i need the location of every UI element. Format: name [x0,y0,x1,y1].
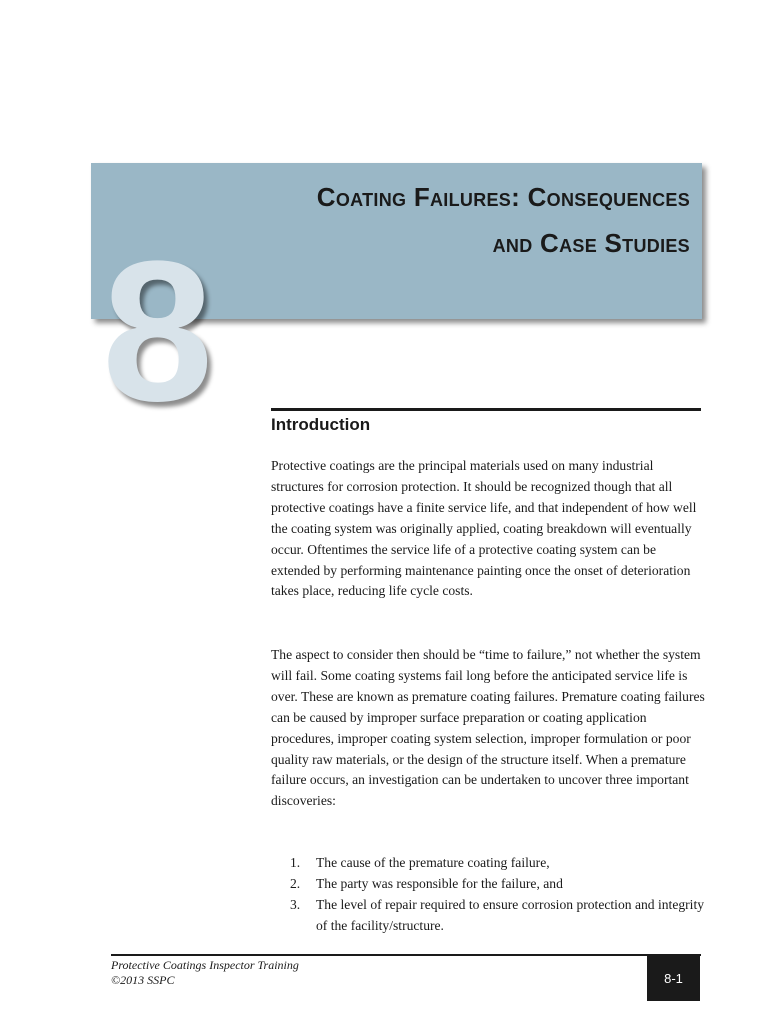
page-number: 8-1 [647,956,700,1001]
numbered-list [290,853,707,937]
section-divider [271,408,701,411]
paragraph-2: The aspect to consider then should be “time to failure,” not whether the system will fail. Some coating systems fail long before the anticipated service life is over. These are known as premature coating failures. Premature coating failures can be caused by improper surface preparation or coating application procedures, improper coating system selection, improper formulation or poor quality raw materials, or the design of the structure itself. When a premature failure occurs, an investigation can be undertaken to uncover three important discoveries: [271,647,705,809]
chapter-title-line-2: and Case Studies [492,228,690,258]
paragraph-1: Protective coatings are the principal materials used on many industrial structures for corrosion protection. It should be recognized though that all protective coatings have a finite service life, and that independent of how well the coating system was originally applied, coating breakdown will eventually occur. Oftentimes the service life of a protective coating system can be extended by performing maintenance painting once the onset of deterioration takes place, reducing life cycle costs. [271,458,697,599]
list-item-text: The cause of the premature coating failure, [316,855,550,870]
list-item-text: The level of repair required to ensure corrosion protection and integrity of the facility/structure. [316,896,705,933]
chapter-title-line-1: Coating Failures: Consequences [316,182,690,212]
footer-course-title: Protective Coatings Inspector Training [111,958,299,972]
section-heading: Introduction [271,415,371,434]
chapter-number: 8 [102,220,214,443]
chapter-title [130,174,690,266]
footer-copyright: ©2013 SSPC [111,973,175,987]
footer-text [111,958,299,988]
footer-divider [111,954,701,956]
list-item-text: The party was responsible for the failure, and [316,875,563,891]
list-item [290,874,707,895]
list-item-number: 2. [290,875,301,891]
list-item-number: 1. [290,855,301,870]
list-item [290,853,707,874]
list-item [290,895,707,937]
list-item-number: 3. [290,896,301,912]
